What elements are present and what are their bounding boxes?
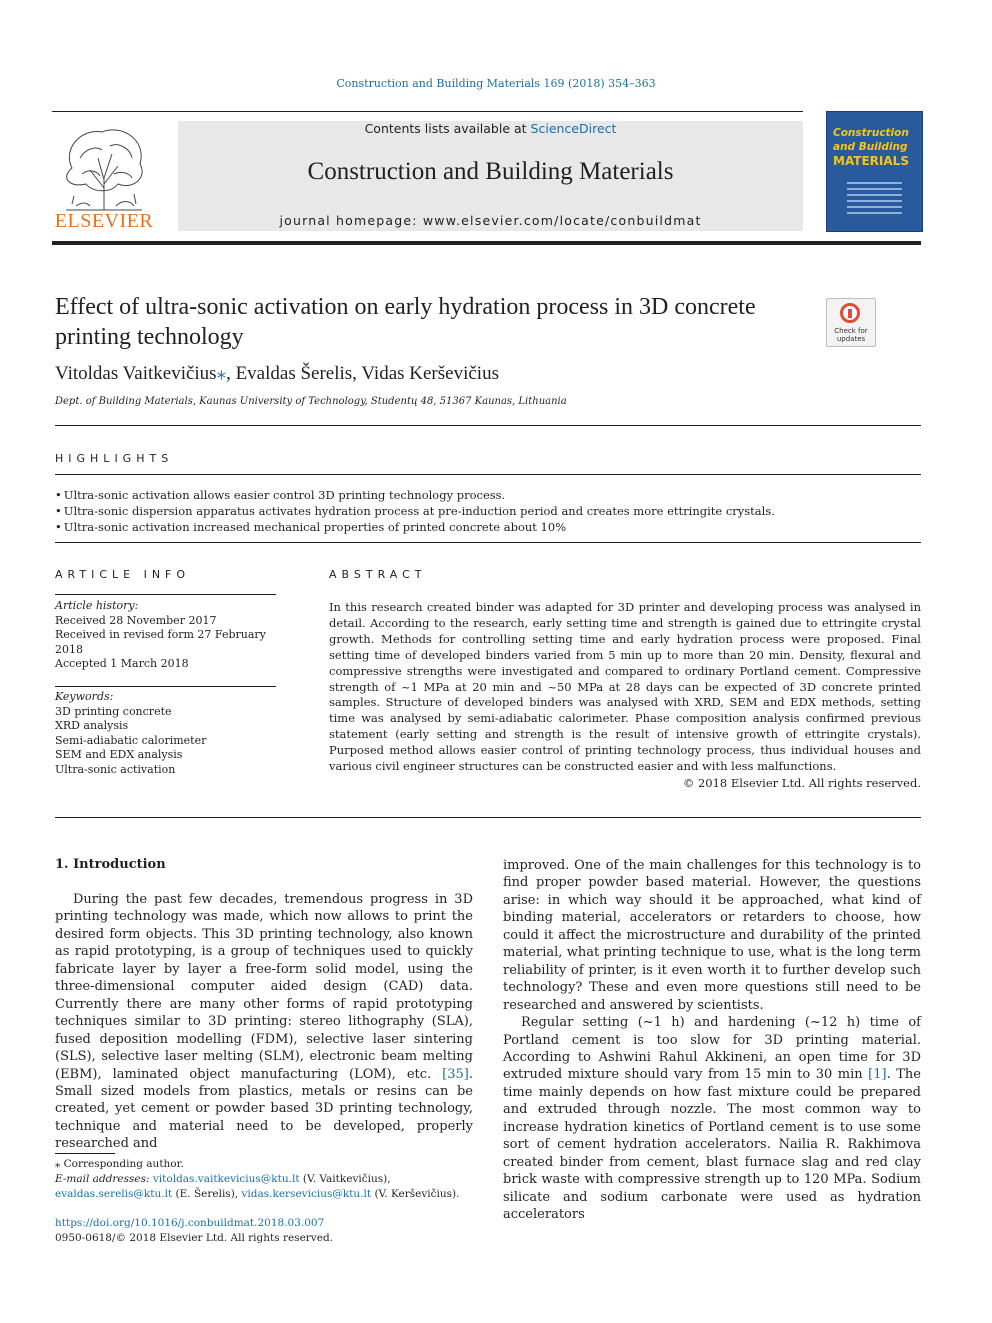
abstract-text: In this research created binder was adapted for 3D printer and developing process was analysed in detail. According to the research, early setting time and strength is gained due to ettringite crystal growth. Methods for controlling setting time and early hydration process were proposed. Final setting time of developed binders varied from 5 min up to more than 20 min. Density, flexural and compressive strengths were investigated and compared to ordinary Portland cement. Compressive strength of ~1 MPa at 20 min and ~50 MPa at 28 days can be expected of 3D concrete printed samples. Structure of developed binders was analysed with XRD, SEM and EDX methods, setting time was analysed by semi-adiabatic calorimeter. Phase composition analysis confirmed previous statement (early setting and strength is the result of intensive growth of ettringite crystals). Purposed method allows easier control of printing technology process, thus individual houses and various civil engineer structures can be constructed easier and with less malfunctions.: [329, 600, 921, 774]
history-label: Article history:: [55, 599, 139, 612]
highlights-list: [55, 487, 921, 535]
highlight-item: • Ultra-sonic dispersion apparatus activates hydration process at pre-induction period and creates more ettringite crystals.: [55, 503, 921, 519]
check-for-updates-badge[interactable]: [826, 298, 876, 347]
received-date: Received 28 November 2017: [55, 613, 217, 627]
affiliation: Dept. of Building Materials, Kaunas University of Technology, Studentų 48, 51367 Kaunas, Lithuania: [55, 396, 567, 407]
crossmark-label: Check for updates: [834, 327, 868, 343]
corresponding-author-note: ⁎ Corresponding author.: [55, 1158, 184, 1170]
body-column-left: [55, 891, 473, 1153]
corresponding-author-mark[interactable]: ⁎: [216, 363, 227, 384]
keyword: XRD analysis: [55, 719, 129, 732]
abstract-heading: ABSTRACT: [329, 568, 427, 581]
footnote-rule: [55, 1153, 115, 1154]
intro-paragraph: During the past few decades, tremendous progress in 3D printing technology was made, which now allows to print the desired form objects. This 3D printing technology, also known as rapid prototyping, is a group of techniques used to quickly fabricate layer by layer a free-form solid model, using the three-dimensional computer aided design (CAD) data. Currently there are many other forms of rapid prototyping techniques similar to 3D printing: stereo lithography (SLA), fused deposition modelling (FDM), selective laser sintering (SLS), selective laser melting (SLM), electronic beam melting (EBM), laminated object manufacturing (LOM), etc. [35]. Small sized models from plastics, metals or resins can be created, yet cement or powder based 3D printing technology, technique and material need to be developed, properly researched and: [55, 892, 473, 1152]
divider: [55, 594, 276, 595]
issn-copyright: 0950-0618/© 2018 Elsevier Ltd. All rights reserved.: [55, 1232, 334, 1244]
reference-link[interactable]: [1]: [868, 1067, 887, 1083]
author-list: [55, 362, 499, 385]
keywords: [55, 690, 276, 777]
author-1: Vitoldas Vaitkevičius: [55, 363, 217, 384]
article-title: Effect of ultra-sonic activation on early hydration process in 3D concrete printing technology: [55, 294, 756, 350]
email-link[interactable]: evaldas.serelis@ktu.lt: [55, 1188, 173, 1200]
journal-citation[interactable]: Construction and Building Materials 169 (2018) 354–363: [336, 77, 656, 90]
divider: [55, 425, 921, 426]
email-link[interactable]: vidas.kersevicius@ktu.lt: [241, 1188, 372, 1200]
elsevier-wordmark[interactable]: ELSEVIER: [54, 210, 154, 232]
email-addresses: E-mail addresses: vitoldas.vaitkevicius@ktu.lt (V. Vaitkevičius), evaldas.serelis@ktu.lt (E. Šerelis), vidas.kersevicius@ktu.lt (V. Kerševičius).: [55, 1173, 460, 1200]
sciencedirect-link[interactable]: ScienceDirect: [530, 121, 617, 136]
revised-date: Received in revised form 27 February 2018: [55, 628, 266, 656]
keyword: Ultra-sonic activation: [55, 762, 176, 776]
keywords-label: Keywords:: [55, 690, 114, 703]
header-top-rule: [52, 111, 803, 112]
crossmark-icon: [840, 303, 860, 323]
cover-title: Construction and Building MATERIALS: [833, 127, 909, 168]
accepted-date: Accepted 1 March 2018: [55, 657, 189, 670]
divider: [55, 474, 921, 475]
article-history: [55, 599, 276, 672]
divider: [55, 817, 921, 818]
highlight-item: • Ultra-sonic activation increased mechanical properties of printed concrete about 10%: [55, 519, 921, 535]
doi-link[interactable]: https://doi.org/10.1016/j.conbuildmat.2018.03.007: [55, 1217, 325, 1229]
keyword: 3D printing concrete: [55, 704, 172, 718]
reference-link[interactable]: [35]: [442, 1066, 469, 1082]
doi-block: [55, 1216, 333, 1246]
email-link[interactable]: vitoldas.vaitkevicius@ktu.lt: [152, 1173, 300, 1185]
header-bottom-rule: [52, 241, 921, 245]
divider: [55, 542, 921, 543]
highlight-item: • Ultra-sonic activation allows easier control 3D printing technology process.: [55, 487, 921, 503]
keyword: SEM and EDX analysis: [55, 748, 183, 761]
article-info-heading: ARTICLE INFO: [55, 568, 191, 581]
keyword: Semi-adiabatic calorimeter: [55, 733, 207, 747]
journal-cover-thumbnail[interactable]: [826, 111, 923, 232]
contents-prefix: Contents lists available at: [364, 121, 531, 136]
contents-available-line: [178, 121, 803, 136]
authors-rest: , Evaldas Šerelis, Vidas Kerševičius: [226, 363, 499, 384]
section-heading-introduction: 1. Introduction: [55, 857, 166, 872]
cover-decoration: [847, 182, 902, 218]
footnote: [55, 1157, 475, 1202]
journal-title: Construction and Building Materials: [307, 158, 674, 185]
body-column-right: [503, 857, 921, 1224]
divider: [55, 686, 276, 687]
highlights-heading: HIGHLIGHTS: [55, 452, 174, 465]
intro-paragraph: improved. One of the main challenges for this technology is to find proper powder based material. However, the questions arise: in which way should it be approached, what kind of binding material, accelerators or retarders to choose, how could it affect the microstructure and durability of the printed material, what printing technique to use, what is the long term reliability of printer, is it even worth it to further develop such technology? These and even more questions still need to be researched and answered by scientists.: [503, 858, 921, 1013]
intro-paragraph: Regular setting (~1 h) and hardening (~12 h) time of Portland cement is too slow for 3D printing material. According to Ashwini Rahul Akkineni, an open time for 3D extruded mixture should vary from 15 min to 30 min [1]. The time mainly depends on how fast mixture could be prepared and extruded through nozzle. The most common way to increase hydration kinetics of Portland cement is to use some sort of cement hydration accelerators. Nailia R. Rakhimova created binder from cement, blast furnace slag and red clay brick waste with compressive strength up to 120 MPa. Sodium silicate and sodium carbonate were used as hydration accelerators: [503, 1015, 921, 1223]
journal-homepage[interactable]: journal homepage: www.elsevier.com/locate/conbuildmat: [279, 213, 702, 228]
abstract-copyright: © 2018 Elsevier Ltd. All rights reserved.: [682, 776, 921, 790]
